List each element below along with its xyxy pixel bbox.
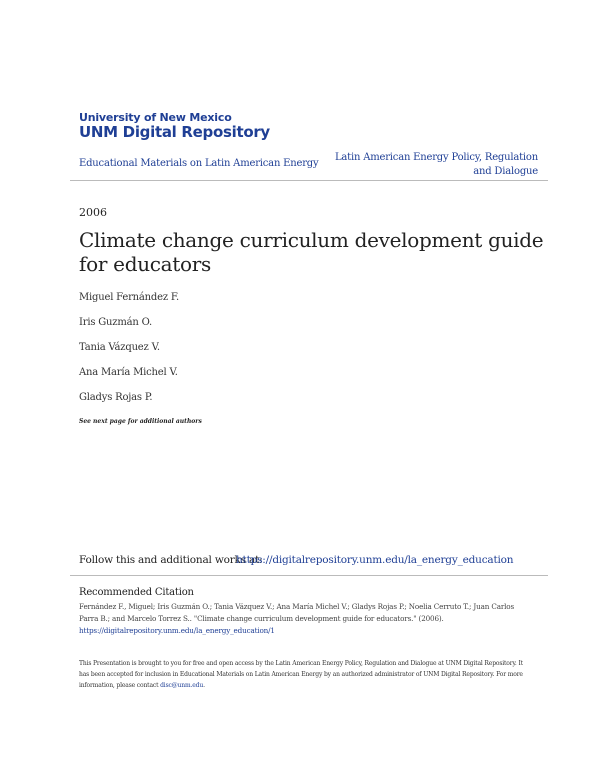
access-notice bbox=[79, 658, 529, 691]
parent-collection-link[interactable]: Latin American Energy Policy, Regulation and Dialogue bbox=[334, 152, 538, 177]
notice-end: . bbox=[203, 682, 205, 689]
author-name: Ana María Michel V. bbox=[79, 367, 178, 378]
citation-link[interactable]: https://digitalrepository.unm.edu/la_energy_education/1 bbox=[79, 626, 275, 635]
citation-heading: Recommended Citation bbox=[79, 587, 194, 598]
header-divider bbox=[70, 180, 548, 181]
author-name: Gladys Rojas P. bbox=[79, 392, 153, 403]
university-name: University of New Mexico bbox=[79, 111, 232, 124]
citation-text bbox=[79, 601, 524, 637]
contact-email-link[interactable]: disc@unm.edu bbox=[160, 682, 204, 689]
publication-year: 2006 bbox=[79, 206, 107, 219]
collection-link[interactable]: Educational Materials on Latin American Energy bbox=[79, 158, 319, 169]
citation-divider bbox=[70, 575, 548, 576]
citation-body: Fernández F., Miguel; Iris Guzmán O.; Tania Vázquez V.; Ana María Michel V.; Gladys Rojas P.; Noelia Cerruto T.; Juan Carlos Parra B.; and Marcelo Torrez S.. "Climate change curriculum development guide for educators." (2006). bbox=[79, 602, 515, 623]
author-name: Tania Vázquez V. bbox=[79, 342, 160, 353]
author-name: Miguel Fernández F. bbox=[79, 292, 180, 303]
document-title: Climate change curriculum development guide for educators bbox=[79, 228, 544, 276]
repository-name[interactable]: UNM Digital Repository bbox=[79, 123, 270, 141]
author-name: Iris Guzmán O. bbox=[79, 317, 152, 328]
follow-label: Follow this and additional works at: bbox=[79, 554, 263, 566]
notice-body: This Presentation is brought to you for free and open access by the Latin American Energy Policy, Regulation and Dialogue at UNM Digital Repository. It has been accepted for inclusion in Educational Materials on Latin American Energy by an authorized administrator of UNM Digital Repository. For more information, please contact bbox=[79, 660, 523, 689]
follow-link[interactable]: https://digitalrepository.unm.edu/la_energy_education bbox=[236, 554, 514, 566]
additional-authors-note: See next page for additional authors bbox=[79, 418, 202, 425]
